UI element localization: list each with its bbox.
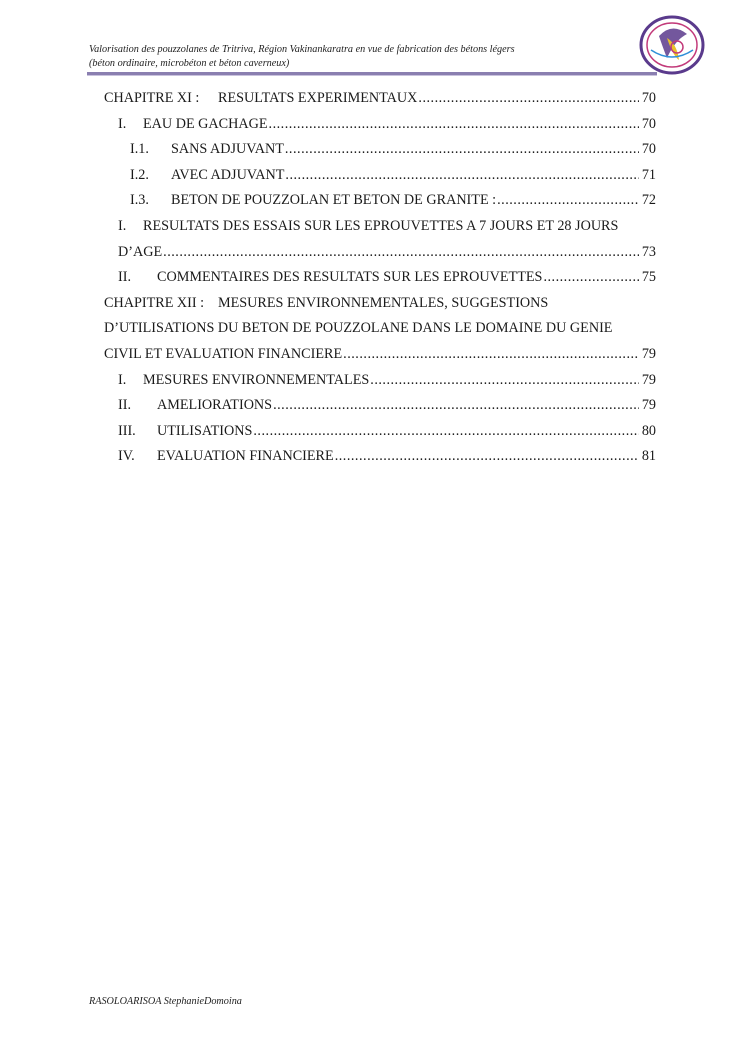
toc-entry-eau-de-gachage[interactable] [118,112,656,138]
dot-leader [285,163,639,189]
toc-page: 70 [641,90,656,106]
toc-entry-resultats-essais-cont[interactable] [118,240,656,266]
toc-entry-mesures-environnementales[interactable] [118,368,656,394]
dot-leader [269,112,639,138]
toc-chapter-12-cont1[interactable] [104,316,656,342]
toc-entry-commentaires[interactable] [118,265,656,291]
toc-label: EVALUATION FINANCIERE [157,448,334,465]
toc-page: 79 [641,345,656,362]
toc-number: III. [118,422,136,439]
toc-entry-evaluation-financiere[interactable] [118,444,656,470]
toc-number: II. [118,397,131,414]
running-header [89,43,609,71]
table-of-contents [104,86,656,470]
toc-entry-ameliorations[interactable] [118,393,656,419]
toc-number: IV. [118,448,135,465]
toc-number: I.1. [130,141,149,158]
dot-leader [163,240,639,266]
dot-leader [335,444,639,470]
toc-label: COMMENTAIRES DES RESULTATS SUR LES EPROUVETTES [157,269,543,286]
toc-chapter-12-cont2[interactable] [104,342,656,368]
dot-leader [285,137,639,163]
toc-label: MESURES ENVIRONNEMENTALES [143,371,370,388]
toc-page: 79 [641,371,656,388]
toc-label: EAU DE GACHAGE [143,115,268,132]
toc-chapter-12[interactable] [104,291,656,317]
toc-label: AVEC ADJUVANT [171,166,285,183]
toc-label-line1: RESULTATS DES ESSAIS SUR LES EPROUVETTES A 7 JOURS ET 28 JOURS [143,217,619,234]
toc-page: 72 [641,192,656,209]
toc-page: 70 [641,141,656,158]
toc-number: CHAPITRE XI : [104,90,200,106]
toc-number: II. [118,269,131,286]
toc-label-line2: D’AGE [118,243,163,260]
toc-label: UTILISATIONS [157,422,253,439]
university-seal-icon [637,14,707,76]
toc-entry-utilisations[interactable] [118,419,656,445]
toc-chapter-11[interactable] [104,86,656,112]
toc-number: I.3. [130,192,149,209]
toc-page: 79 [641,397,656,414]
toc-page: 81 [641,448,656,465]
dot-leader [253,419,639,445]
toc-page: 73 [641,243,656,260]
dot-leader [370,368,639,394]
header-title-line2: (béton ordinaire, microbéton et béton caverneux) [89,58,290,69]
toc-label: BETON DE POUZZOLAN ET BETON DE GRANITE : [171,192,497,209]
toc-page: 71 [641,166,656,183]
toc-entry-beton-pouzzolan-granite[interactable] [130,188,656,214]
toc-label: RESULTATS EXPERIMENTAUX [218,90,418,106]
toc-label-line3: CIVIL ET EVALUATION FINANCIERE [104,345,343,362]
toc-label: SANS ADJUVANT [171,141,284,158]
page-footer-author: RASOLOARISOA StephanieDomoina [89,996,242,1007]
toc-label: AMELIORATIONS [157,397,273,414]
toc-page: 75 [641,269,656,286]
toc-number: I. [118,371,127,388]
toc-number: I. [118,115,127,132]
toc-page: 80 [641,422,656,439]
toc-number: I. [118,217,127,234]
dot-leader [273,393,639,419]
dot-leader [418,86,639,112]
dot-leader [543,265,639,291]
toc-entry-avec-adjuvant[interactable] [130,163,656,189]
header-divider-thin [87,75,657,76]
toc-entry-resultats-essais[interactable] [118,214,656,240]
toc-page: 70 [641,115,656,132]
toc-label-line2: D’UTILISATIONS DU BETON DE POUZZOLANE DANS LE DOMAINE DU GENIE [104,320,613,337]
toc-entry-sans-adjuvant[interactable] [130,137,656,163]
header-title-line1: Valorisation des pouzzolanes de Tritriva, Région Vakinankaratra en vue de fabrication des bétons légers [89,44,515,55]
dot-leader [343,342,639,368]
toc-label-line1: MESURES ENVIRONNEMENTALES, SUGGESTIONS [218,294,549,311]
toc-number: CHAPITRE XII : [104,294,205,311]
toc-number: I.2. [130,166,149,183]
dot-leader [497,188,639,214]
